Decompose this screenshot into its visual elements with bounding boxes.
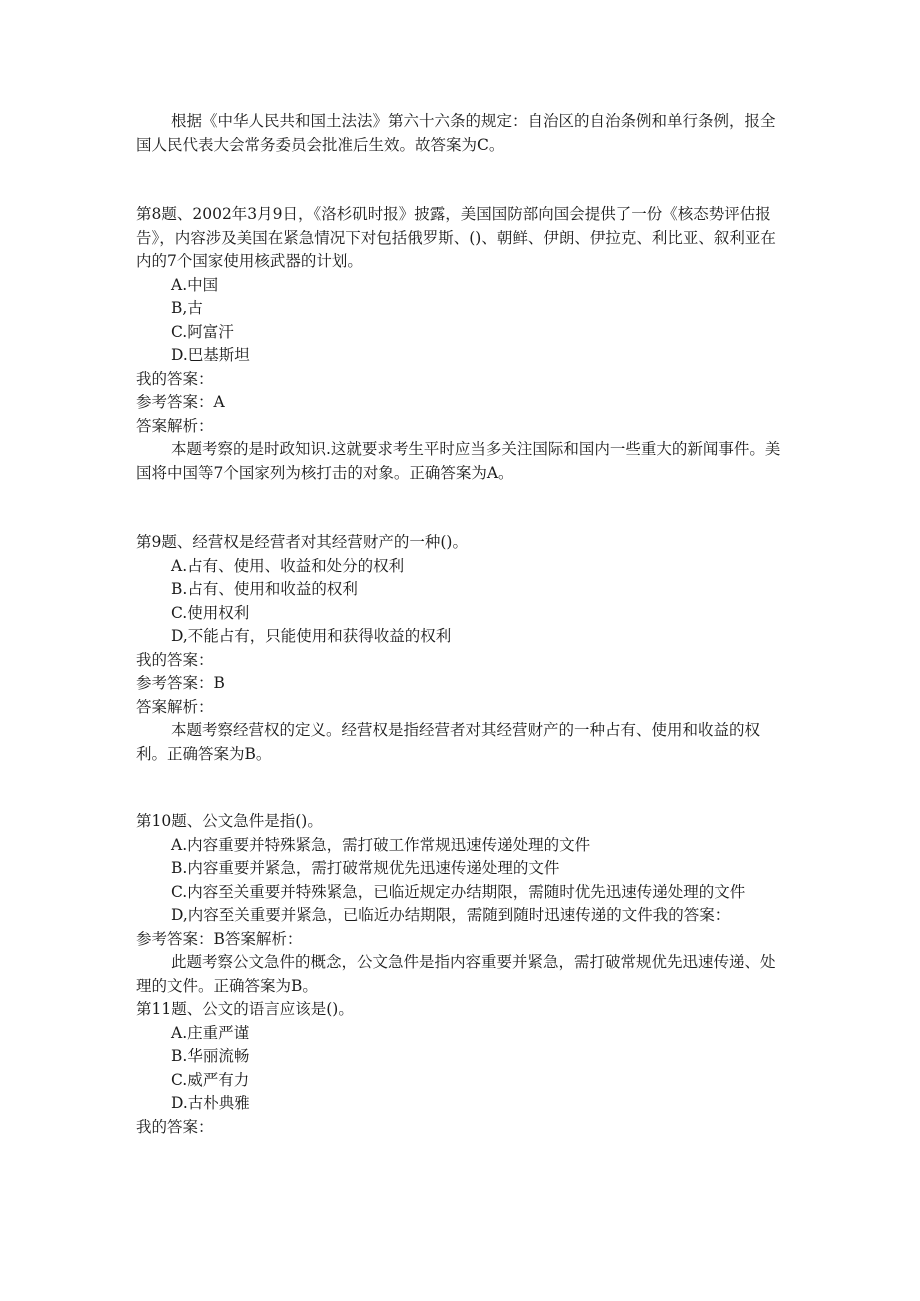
question-11-option-d: D.古朴典雅 xyxy=(171,1094,250,1112)
question-11-option-b: B.华丽流畅 xyxy=(171,1047,250,1065)
spacer xyxy=(136,485,786,531)
question-8-option-b: B,古 xyxy=(171,299,203,317)
question-8 xyxy=(136,203,786,485)
question-10-option-c: C.内容至关重要并特殊紧急，已临近规定办结期限，需随时优先迅速传递处理的文件 xyxy=(171,882,746,901)
question-8-analysis-label: 答案解析： xyxy=(136,416,214,435)
question-11-my-answer: 我的答案： xyxy=(136,1117,214,1136)
document-page xyxy=(136,110,786,1139)
question-9-option-c: C.使用权利 xyxy=(171,603,250,622)
question-9-option-d: D,不能占有，只能使用和获得收益的权利 xyxy=(171,627,452,645)
question-10-option-d: D,内容至关重要并紧急，已临近办结期限，需随到随时迅速传递的文件我的答案： xyxy=(171,906,731,924)
question-9-text: 第9题、经营权是经营者对其经营财产的一种()。 xyxy=(136,533,468,551)
question-8-option-d: D.巴基斯坦 xyxy=(171,346,250,364)
question-11 xyxy=(136,998,786,1139)
question-10-analysis: 此题考察公文急件的概念，公文急件是指内容重要并紧急，需打破常规优先迅速传递、处理的文件。正确答案为B。 xyxy=(136,953,776,995)
spacer xyxy=(136,766,786,810)
question-9-option-a: A.占有、使用、收益和处分的权利 xyxy=(171,556,405,575)
question-9-option-b: B.占有、使用和收益的权利 xyxy=(171,580,358,598)
intro-analysis: 根据《中华人民共和国土法法》第六十六条的规定：自治区的自治条例和单行条例，报全国人民代表大会常务委员会批准后生效。故答案为C。 xyxy=(136,112,776,154)
question-10-text: 第10题、公文急件是指()。 xyxy=(136,812,323,830)
question-9-my-answer: 我的答案： xyxy=(136,650,214,669)
question-8-analysis: 本题考察的是时政知识.这就要求考生平时应当多关注国际和国内一些重大的新闻事件。美国将中国等7个国家列为核打击的对象。正确答案为A。 xyxy=(136,440,781,482)
question-11-option-a: A.庄重严谨 xyxy=(171,1023,250,1042)
question-11-text: 第11题、公文的语言应该是()。 xyxy=(136,1000,354,1018)
question-10 xyxy=(136,810,786,998)
question-8-option-c: C.阿富汗 xyxy=(171,322,234,341)
question-9-analysis-label: 答案解析： xyxy=(136,697,214,716)
question-9 xyxy=(136,531,786,766)
question-8-my-answer: 我的答案： xyxy=(136,369,214,388)
question-9-ref-answer: 参考答案：B xyxy=(136,674,225,692)
spacer xyxy=(136,157,786,203)
question-8-option-a: A.中国 xyxy=(171,275,219,294)
question-10-option-b: B.内容重要并紧急，需打破常规优先迅速传递处理的文件 xyxy=(171,859,560,877)
question-10-ref-answer: 参考答案：B答案解析： xyxy=(136,929,303,948)
question-10-option-a: A.内容重要并特殊紧急，需打破工作常规迅速传递处理的文件 xyxy=(171,835,591,854)
question-8-text: 第8题、2002年3月9日，《洛杉矶时报》披露，美国国防部向国会提供了一份《核态势评估报告》，内容涉及美国在紧急情况下对包括俄罗斯、()、朝鲜、伊朗、伊拉克、利比亚、叙利亚在内的7个国家使用核武器的计划。 xyxy=(136,205,776,270)
question-11-option-c: C.威严有力 xyxy=(171,1070,250,1089)
question-8-ref-answer: 参考答案：A xyxy=(136,393,225,411)
question-9-analysis: 本题考察经营权的定义。经营权是指经营者对其经营财产的一种占有、使用和收益的权利。正确答案为B。 xyxy=(136,721,761,763)
